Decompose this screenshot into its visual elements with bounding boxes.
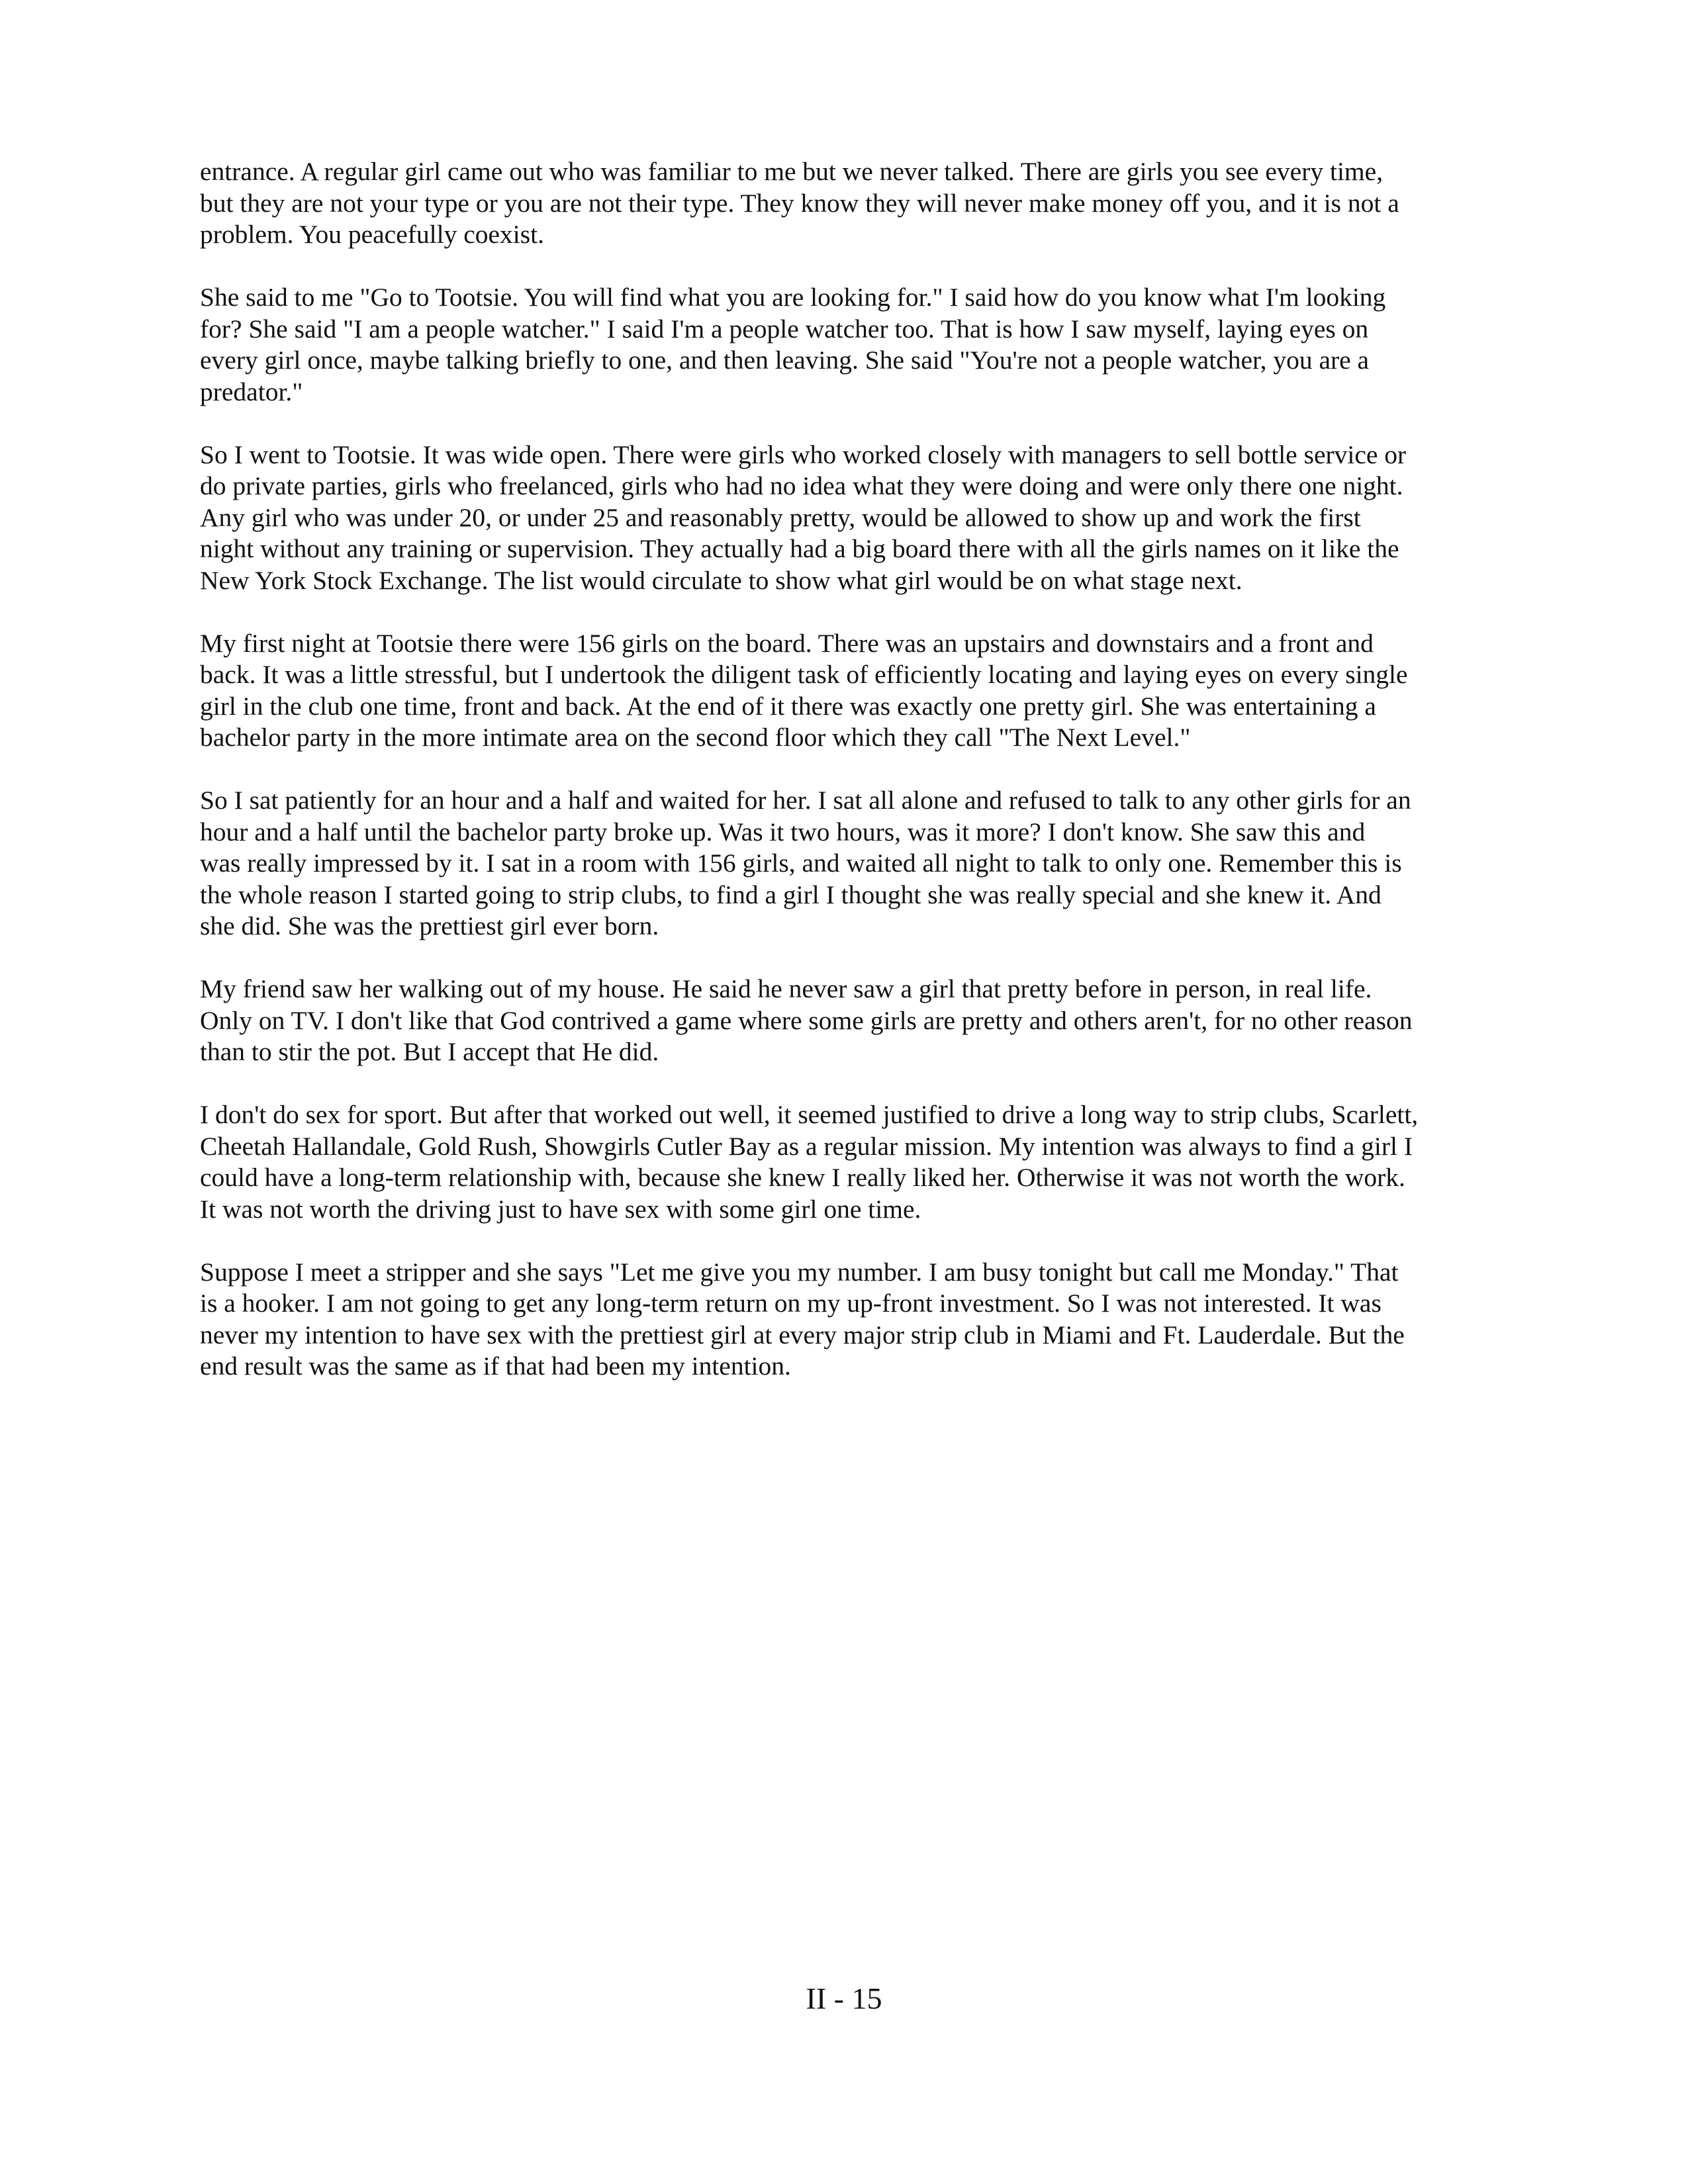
text-line: Cheetah Hallandale, Gold Rush, Showgirls Cutler Bay as a regular mission. My intention was always to find a girl I bbox=[200, 1131, 1413, 1161]
paragraph-3 bbox=[200, 439, 1491, 597]
text-line: could have a long-term relationship with, because she knew I really liked her. Otherwise it was not worth the work. bbox=[200, 1163, 1405, 1192]
text-line: New York Stock Exchange. The list would circulate to show what girl would be on what stage next. bbox=[200, 565, 1243, 595]
text-line: every girl once, maybe talking briefly to one, and then leaving. She said "You're not a people watcher, you are a bbox=[200, 345, 1370, 375]
text-line: but they are not your type or you are not their type. They know they will never make money off you, and it is not a bbox=[200, 188, 1399, 218]
text-line: was really impressed by it. I sat in a room with 156 girls, and waited all night to talk to only one. Remember this is bbox=[200, 848, 1402, 878]
text-line: the whole reason I started going to strip clubs, to find a girl I thought she was really special and she knew it. And bbox=[200, 880, 1382, 909]
text-line: My first night at Tootsie there were 156 girls on the board. There was an upstairs and downstairs and a front and bbox=[200, 628, 1374, 658]
text-line: predator." bbox=[200, 377, 303, 406]
text-line: she did. She was the prettiest girl ever born. bbox=[200, 911, 659, 940]
text-line: hour and a half until the bachelor party broke up. Was it two hours, was it more? I don't know. She saw this and bbox=[200, 817, 1366, 846]
text-line: It was not worth the driving just to have sex with some girl one time. bbox=[200, 1194, 921, 1224]
text-line: My friend saw her walking out of my house. He said he never saw a girl that pretty before in person, in real life. bbox=[200, 974, 1372, 1003]
text-line: She said to me "Go to Tootsie. You will find what you are looking for." I said how do you know what I'm looking bbox=[200, 283, 1386, 312]
text-line: Only on TV. I don't like that God contrived a game where some girls are pretty and others aren't, for no other reason bbox=[200, 1005, 1413, 1035]
text-line: night without any training or supervision. They actually had a big board there with all the girls names on it like the bbox=[200, 534, 1399, 563]
text-line: than to stir the pot. But I accept that He did. bbox=[200, 1037, 659, 1066]
text-line: I don't do sex for sport. But after that worked out well, it seemed justified to drive a long way to strip clubs, Scarlett, bbox=[200, 1100, 1419, 1129]
text-line: do private parties, girls who freelanced, girls who had no idea what they were doing and were only there one night. bbox=[200, 471, 1403, 500]
paragraph-4 bbox=[200, 628, 1491, 754]
text-line: for? She said "I am a people watcher." I said I'm a people watcher too. That is how I saw myself, laying eyes on bbox=[200, 314, 1369, 343]
paragraph-2 bbox=[200, 282, 1491, 408]
document-body bbox=[200, 156, 1491, 1414]
text-line: back. It was a little stressful, but I undertook the diligent task of efficiently locating and laying eyes on every single bbox=[200, 660, 1408, 689]
page-number: II - 15 bbox=[806, 1981, 882, 2015]
text-line: Suppose I meet a stripper and she says "Let me give you my number. I am busy tonight but call me Monday." That bbox=[200, 1257, 1399, 1287]
text-line: girl in the club one time, front and back. At the end of it there was exactly one pretty girl. She was entertaining a bbox=[200, 691, 1376, 721]
text-line: end result was the same as if that had been my intention. bbox=[200, 1351, 791, 1381]
text-line: So I sat patiently for an hour and a half and waited for her. I sat all alone and refused to talk to any other girls for an bbox=[200, 786, 1411, 815]
paragraph-8 bbox=[200, 1257, 1491, 1383]
paragraph-7 bbox=[200, 1099, 1491, 1225]
text-line: entrance. A regular girl came out who was familiar to me but we never talked. There are girls you see every time, bbox=[200, 157, 1383, 186]
paragraph-5 bbox=[200, 785, 1491, 942]
text-line: is a hooker. I am not going to get any long-term return on my up-front investment. So I was not interested. It was bbox=[200, 1289, 1382, 1318]
text-line: problem. You peacefully coexist. bbox=[200, 220, 544, 249]
text-line: So I went to Tootsie. It was wide open. There were girls who worked closely with managers to sell bottle service or bbox=[200, 439, 1407, 469]
paragraph-6 bbox=[200, 974, 1491, 1068]
text-line: bachelor party in the more intimate area on the second floor which they call "The Next Level." bbox=[200, 723, 1191, 752]
text-line: Any girl who was under 20, or under 25 and reasonably pretty, would be allowed to show up and work the first bbox=[200, 502, 1361, 532]
text-line: never my intention to have sex with the prettiest girl at every major strip club in Miami and Ft. Lauderdale. But the bbox=[200, 1320, 1405, 1349]
paragraph-1 bbox=[200, 156, 1491, 251]
